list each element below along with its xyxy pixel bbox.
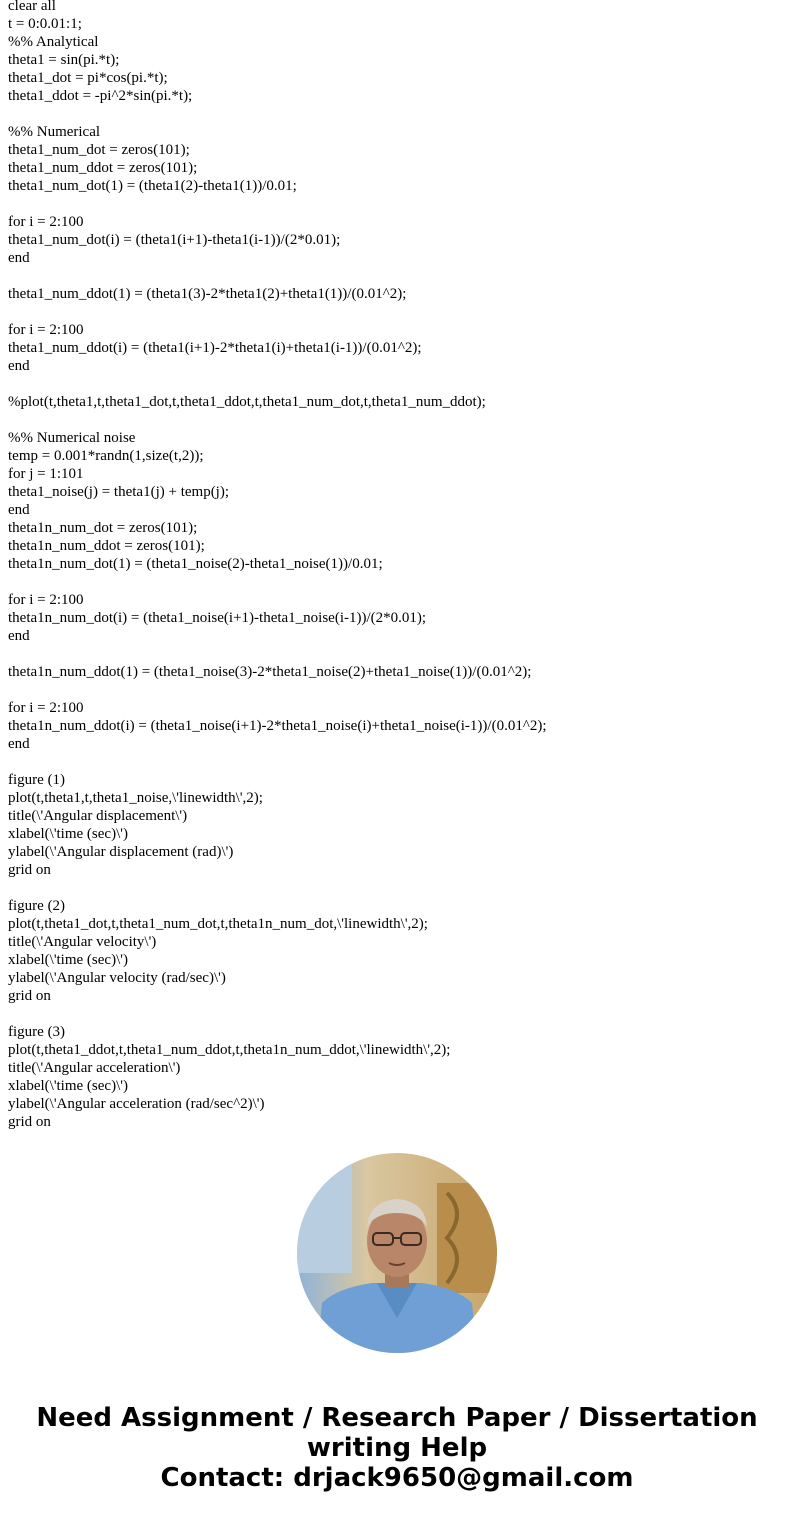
code-line: end (8, 628, 30, 644)
code-line: figure (1) (8, 772, 66, 788)
contact-banner (0, 1403, 794, 1493)
code-line: %% Numerical noise (8, 430, 136, 446)
code-line (8, 195, 788, 213)
contact-email[interactable]: Contact: drjack9650@gmail.com (160, 1463, 634, 1493)
code-line: ylabel(\'Angular displacement (rad)\') (8, 844, 234, 860)
author-avatar (297, 1153, 497, 1353)
code-line: ylabel(\'Angular velocity (rad/sec)\') (8, 970, 226, 986)
code-line: title(\'Angular velocity\') (8, 934, 157, 950)
code-line: theta1_ddot = -pi^2*sin(pi.*t); (8, 88, 193, 104)
code-line: theta1n_num_ddot(i) = (theta1_noise(i+1)-2*theta1_noise(i)+theta1_noise(i-1))/(0.01^2); (8, 718, 547, 734)
code-line: grid on (8, 1114, 51, 1130)
code-line: end (8, 250, 30, 266)
code-line: theta1n_num_dot(i) = (theta1_noise(i+1)-theta1_noise(i-1))/(2*0.01); (8, 610, 427, 626)
code-line: for j = 1:101 (8, 466, 84, 482)
code-line: theta1_dot = pi*cos(pi.*t); (8, 70, 168, 86)
code-line: figure (2) (8, 898, 66, 914)
code-line: ylabel(\'Angular acceleration (rad/sec^2)\') (8, 1096, 265, 1112)
code-line: plot(t,theta1_ddot,t,theta1_num_ddot,t,theta1n_num_ddot,\'linewidth\',2); (8, 1042, 451, 1058)
code-line: clear all (8, 0, 56, 14)
code-line (8, 573, 788, 591)
matlab-code-block (8, 0, 788, 1131)
code-line: %% Analytical (8, 34, 99, 50)
code-line: theta1_num_dot(1) = (theta1(2)-theta1(1))/0.01; (8, 178, 297, 194)
code-line: t = 0:0.01:1; (8, 16, 82, 32)
code-line: theta1n_num_ddot(1) = (theta1_noise(3)-2*theta1_noise(2)+theta1_noise(1))/(0.01^2); (8, 664, 532, 680)
code-line: theta1_num_dot(i) = (theta1(i+1)-theta1(i-1))/(2*0.01); (8, 232, 341, 248)
code-line: grid on (8, 862, 51, 878)
code-line (8, 303, 788, 321)
code-line: theta1_noise(j) = theta1(j) + temp(j); (8, 484, 230, 500)
code-line (8, 681, 788, 699)
code-line: xlabel(\'time (sec)\') (8, 826, 128, 842)
code-line: theta1_num_dot = zeros(101); (8, 142, 190, 158)
code-line (8, 411, 788, 429)
code-line: theta1n_num_dot(1) = (theta1_noise(2)-theta1_noise(1))/0.01; (8, 556, 383, 572)
code-line (8, 879, 788, 897)
code-line: temp = 0.001*randn(1,size(t,2)); (8, 448, 204, 464)
code-line: xlabel(\'time (sec)\') (8, 1078, 128, 1094)
code-line: for i = 2:100 (8, 214, 84, 230)
code-line: figure (3) (8, 1024, 66, 1040)
code-line: for i = 2:100 (8, 592, 84, 608)
promo-headline: Need Assignment / Research Paper / Dissertation (36, 1403, 758, 1433)
code-line: theta1_num_ddot = zeros(101); (8, 160, 198, 176)
code-line: for i = 2:100 (8, 322, 84, 338)
code-line: theta1n_num_ddot = zeros(101); (8, 538, 205, 554)
code-line: plot(t,theta1,t,theta1_noise,\'linewidth\',2); (8, 790, 263, 806)
code-line: xlabel(\'time (sec)\') (8, 952, 128, 968)
code-line (8, 105, 788, 123)
code-line: %plot(t,theta1,t,theta1_dot,t,theta1_ddot,t,theta1_num_dot,t,theta1_num_ddot); (8, 394, 486, 410)
code-line: for i = 2:100 (8, 700, 84, 716)
code-line (8, 267, 788, 285)
code-line: grid on (8, 988, 51, 1004)
code-line (8, 753, 788, 771)
person-photo-icon (297, 1153, 497, 1353)
code-line: title(\'Angular acceleration\') (8, 1060, 181, 1076)
code-line: plot(t,theta1_dot,t,theta1_num_dot,t,theta1n_num_dot,\'linewidth\',2); (8, 916, 428, 932)
code-line: end (8, 736, 30, 752)
code-line: end (8, 358, 30, 374)
code-line: theta1 = sin(pi.*t); (8, 52, 120, 68)
code-line: %% Numerical (8, 124, 101, 140)
code-line: theta1_num_ddot(1) = (theta1(3)-2*theta1(2)+theta1(1))/(0.01^2); (8, 286, 407, 302)
promo-subheadline: writing Help (306, 1433, 488, 1463)
code-line: end (8, 502, 30, 518)
code-line: theta1_num_ddot(i) = (theta1(i+1)-2*theta1(i)+theta1(i-1))/(0.01^2); (8, 340, 422, 356)
code-line (8, 1005, 788, 1023)
code-line: title(\'Angular displacement\') (8, 808, 188, 824)
code-line: theta1n_num_dot = zeros(101); (8, 520, 198, 536)
code-line (8, 645, 788, 663)
code-line (8, 375, 788, 393)
